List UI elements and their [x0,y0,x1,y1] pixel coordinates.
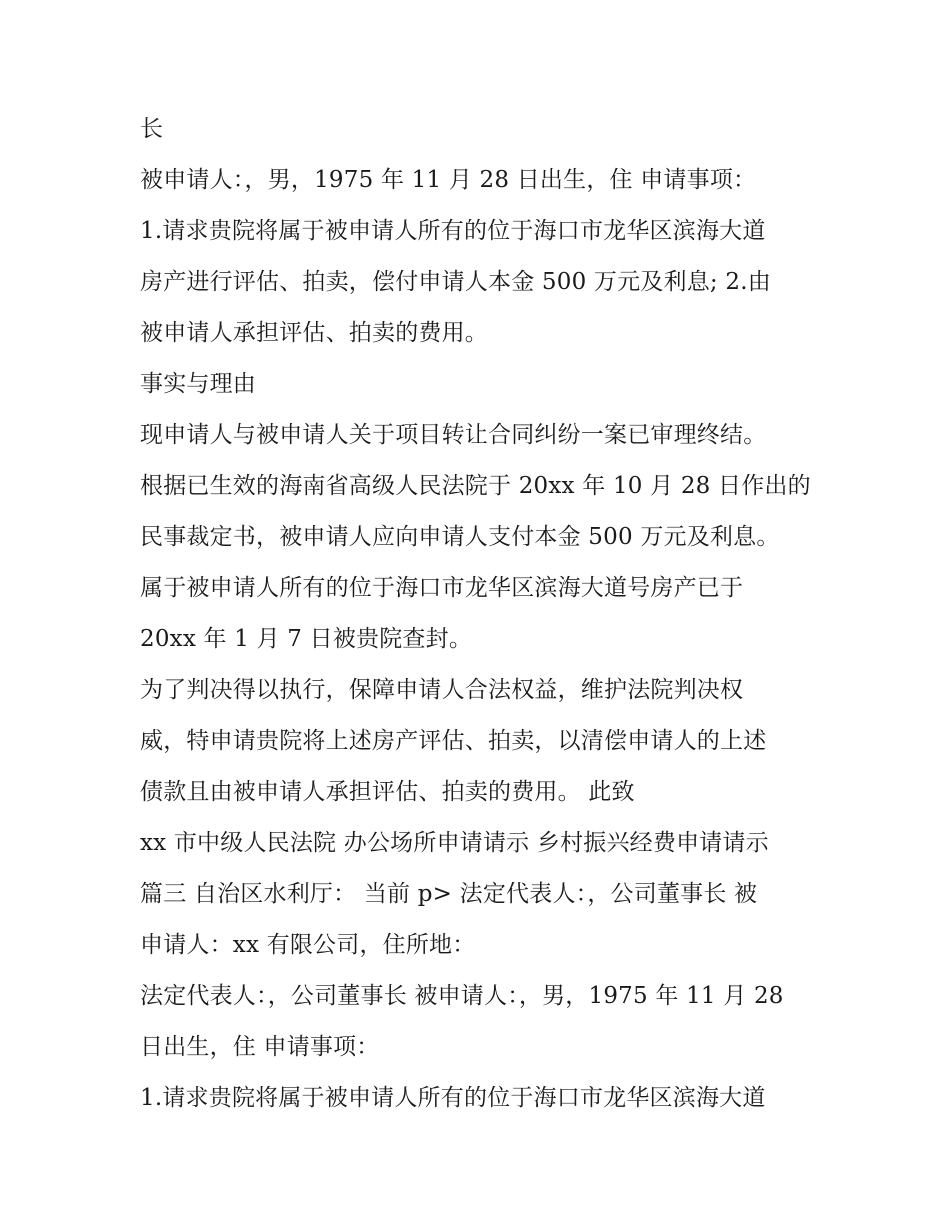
text-line: xx 市中级人民法院 办公场所申请请示 乡村振兴经费申请请示 [140,830,769,856]
text-line: 为了判决得以执行，保障申请人合法权益，维护法院判决权 [140,677,744,703]
text-line: 现申请人与被申请人关于项目转让合同纠纷一案已审理终结。 [140,422,767,448]
text-line: 房产进行评估、拍卖，偿付申请人本金 500 万元及利息; 2.由 [140,269,771,295]
text-line: 根据已生效的海南省高级人民法院于 20xx 年 10 月 28 日作出的 [140,473,811,499]
text-line: 20xx 年 1 月 7 日被贵院查封。 [140,626,473,652]
text-line: 被申请人承担评估、拍卖的费用。 [140,320,488,346]
document-body [140,104,830,1124]
text-line: 篇三 自治区水利厅： 当前 p> 法定代表人：，公司董事长 被 [140,881,758,907]
text-line: 申请人：xx 有限公司，住所地： [140,932,476,958]
text-line: 日出生，住 申请事项： [140,1034,380,1060]
text-line: 长 [140,116,164,142]
text-line: 属于被申请人所有的位于海口市龙华区滨海大道号房产已于 [140,575,744,601]
text-line: 民事裁定书，被申请人应向申请人支付本金 500 万元及利息。 [140,524,780,550]
text-line: 债款且由被申请人承担评估、拍卖的费用。 此致 [140,779,635,805]
section-heading: 事实与理由 [140,371,256,397]
text-line: 威，特申请贵院将上述房产评估、拍卖，以清偿申请人的上述 [140,728,767,754]
text-line: 1.请求贵院将属于被申请人所有的位于海口市龙华区滨海大道 [140,1085,766,1111]
text-line: 1.请求贵院将属于被申请人所有的位于海口市龙华区滨海大道 [140,218,766,244]
text-line: 法定代表人：，公司董事长 被申请人：，男，1975 年 11 月 28 [140,983,784,1009]
text-line: 被申请人：，男，1975 年 11 月 28 日出生，住 申请事项： [140,167,757,193]
